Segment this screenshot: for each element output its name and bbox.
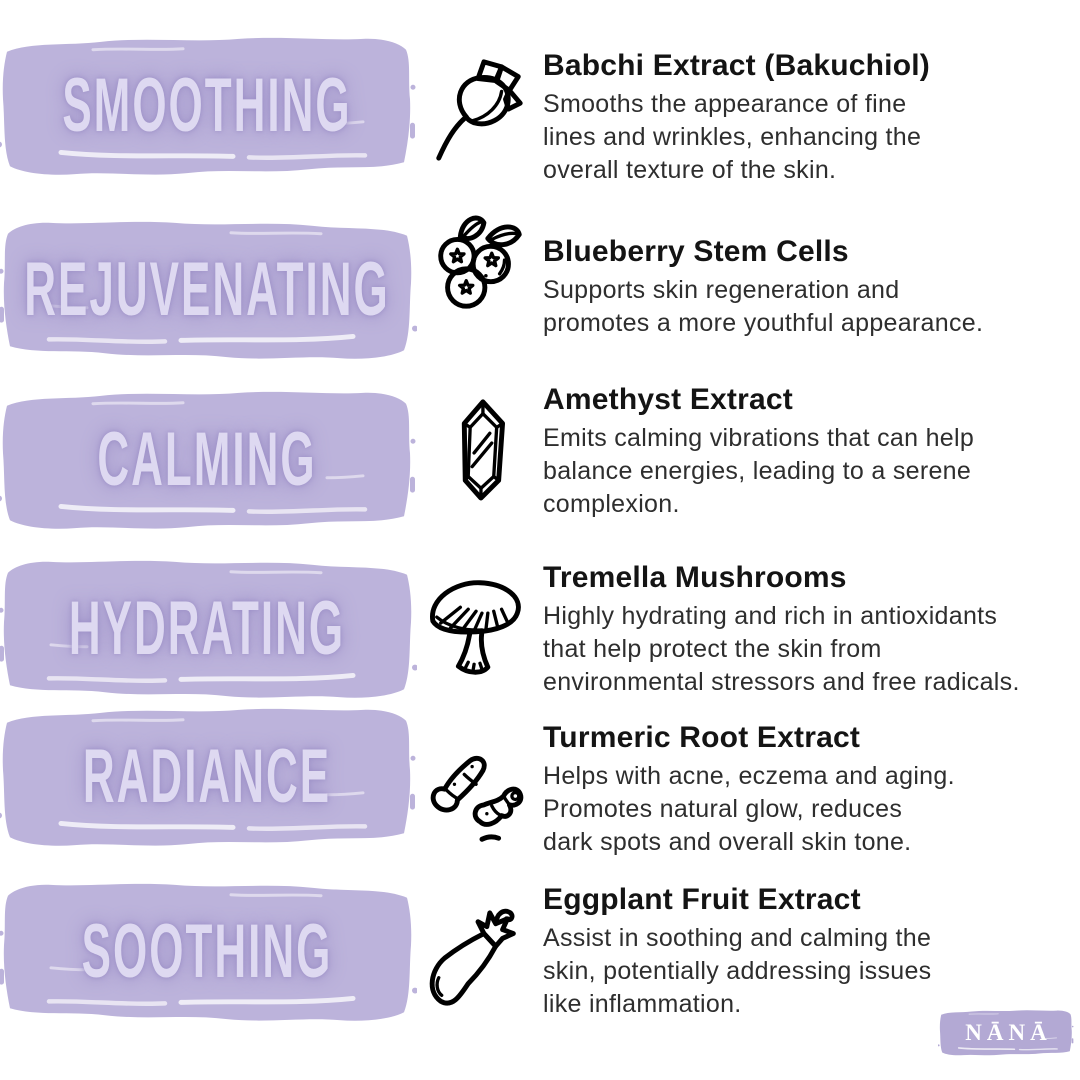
banner-soothing	[0, 874, 417, 1032]
brand-logo-label: NĀNĀ	[965, 1020, 1052, 1045]
ingredient-description	[543, 422, 1073, 521]
banner-hydrating	[0, 551, 417, 709]
description-line: Highly hydrating and rich in antioxidants	[543, 602, 998, 630]
banner-label: SMOOTHING	[62, 64, 352, 149]
banner-calming	[0, 382, 417, 540]
babchi-flower-icon	[425, 56, 533, 168]
description-line: Helps with acne, eczema and aging.	[543, 762, 955, 790]
description-line: like inflammation.	[543, 990, 742, 1018]
ingredient-entry-babchi	[425, 46, 1073, 187]
brand-logo	[938, 1007, 1074, 1059]
amethyst-crystal-icon	[425, 385, 533, 511]
ingredient-title: Tremella Mushrooms	[543, 561, 847, 594]
description-line: dark spots and overall skin tone.	[543, 828, 912, 856]
ingredient-title: Eggplant Fruit Extract	[543, 883, 861, 916]
ingredient-description	[543, 274, 1073, 340]
description-line: Supports skin regeneration and	[543, 276, 900, 304]
banner-label: CALMING	[97, 418, 317, 503]
ingredient-title: Babchi Extract (Bakuchiol)	[543, 49, 930, 82]
banner-rejuvenating	[0, 212, 417, 370]
description-line: complexion.	[543, 490, 680, 518]
banner-label: HYDRATING	[68, 587, 346, 672]
ingredient-entry-turmeric	[425, 718, 1073, 859]
ingredient-description	[543, 88, 1073, 187]
description-line: Promotes natural glow, reduces	[543, 795, 903, 823]
banner-label: REJUVENATING	[24, 248, 390, 333]
banner-label: SOOTHING	[81, 910, 333, 995]
ingredient-entry-eggplant	[425, 880, 1073, 1021]
turmeric-roots-icon	[425, 743, 533, 855]
banner-radiance	[0, 699, 417, 857]
ingredient-entry-amethyst	[425, 380, 1073, 521]
description-line: Assist in soothing and calming the	[543, 924, 932, 952]
description-line: overall texture of the skin.	[543, 156, 837, 184]
tremella-mushroom-icon	[425, 568, 533, 680]
ingredient-title: Turmeric Root Extract	[543, 721, 861, 754]
ingredient-title: Blueberry Stem Cells	[543, 235, 849, 268]
ingredient-entry-tremella	[425, 558, 1073, 699]
ingredient-description	[543, 600, 1073, 699]
description-line: that help protect the skin from	[543, 635, 882, 663]
description-line: promotes a more youthful appearance.	[543, 309, 984, 337]
blueberries-icon	[425, 207, 533, 319]
description-line: environmental stressors and free radicals.	[543, 668, 1020, 696]
description-line: Emits calming vibrations that can help	[543, 424, 975, 452]
description-line: balance energies, leading to a serene	[543, 457, 972, 485]
ingredient-description	[543, 760, 1073, 859]
description-line: Smooths the appearance of fine	[543, 90, 907, 118]
ingredient-title: Amethyst Extract	[543, 383, 793, 416]
banner-label: RADIANCE	[82, 735, 332, 820]
description-line: lines and wrinkles, enhancing the	[543, 123, 922, 151]
eggplant-icon	[425, 905, 533, 1017]
ingredient-entry-blueberry	[425, 232, 1073, 340]
description-line: skin, potentially addressing issues	[543, 957, 932, 985]
banner-smoothing	[0, 28, 417, 186]
